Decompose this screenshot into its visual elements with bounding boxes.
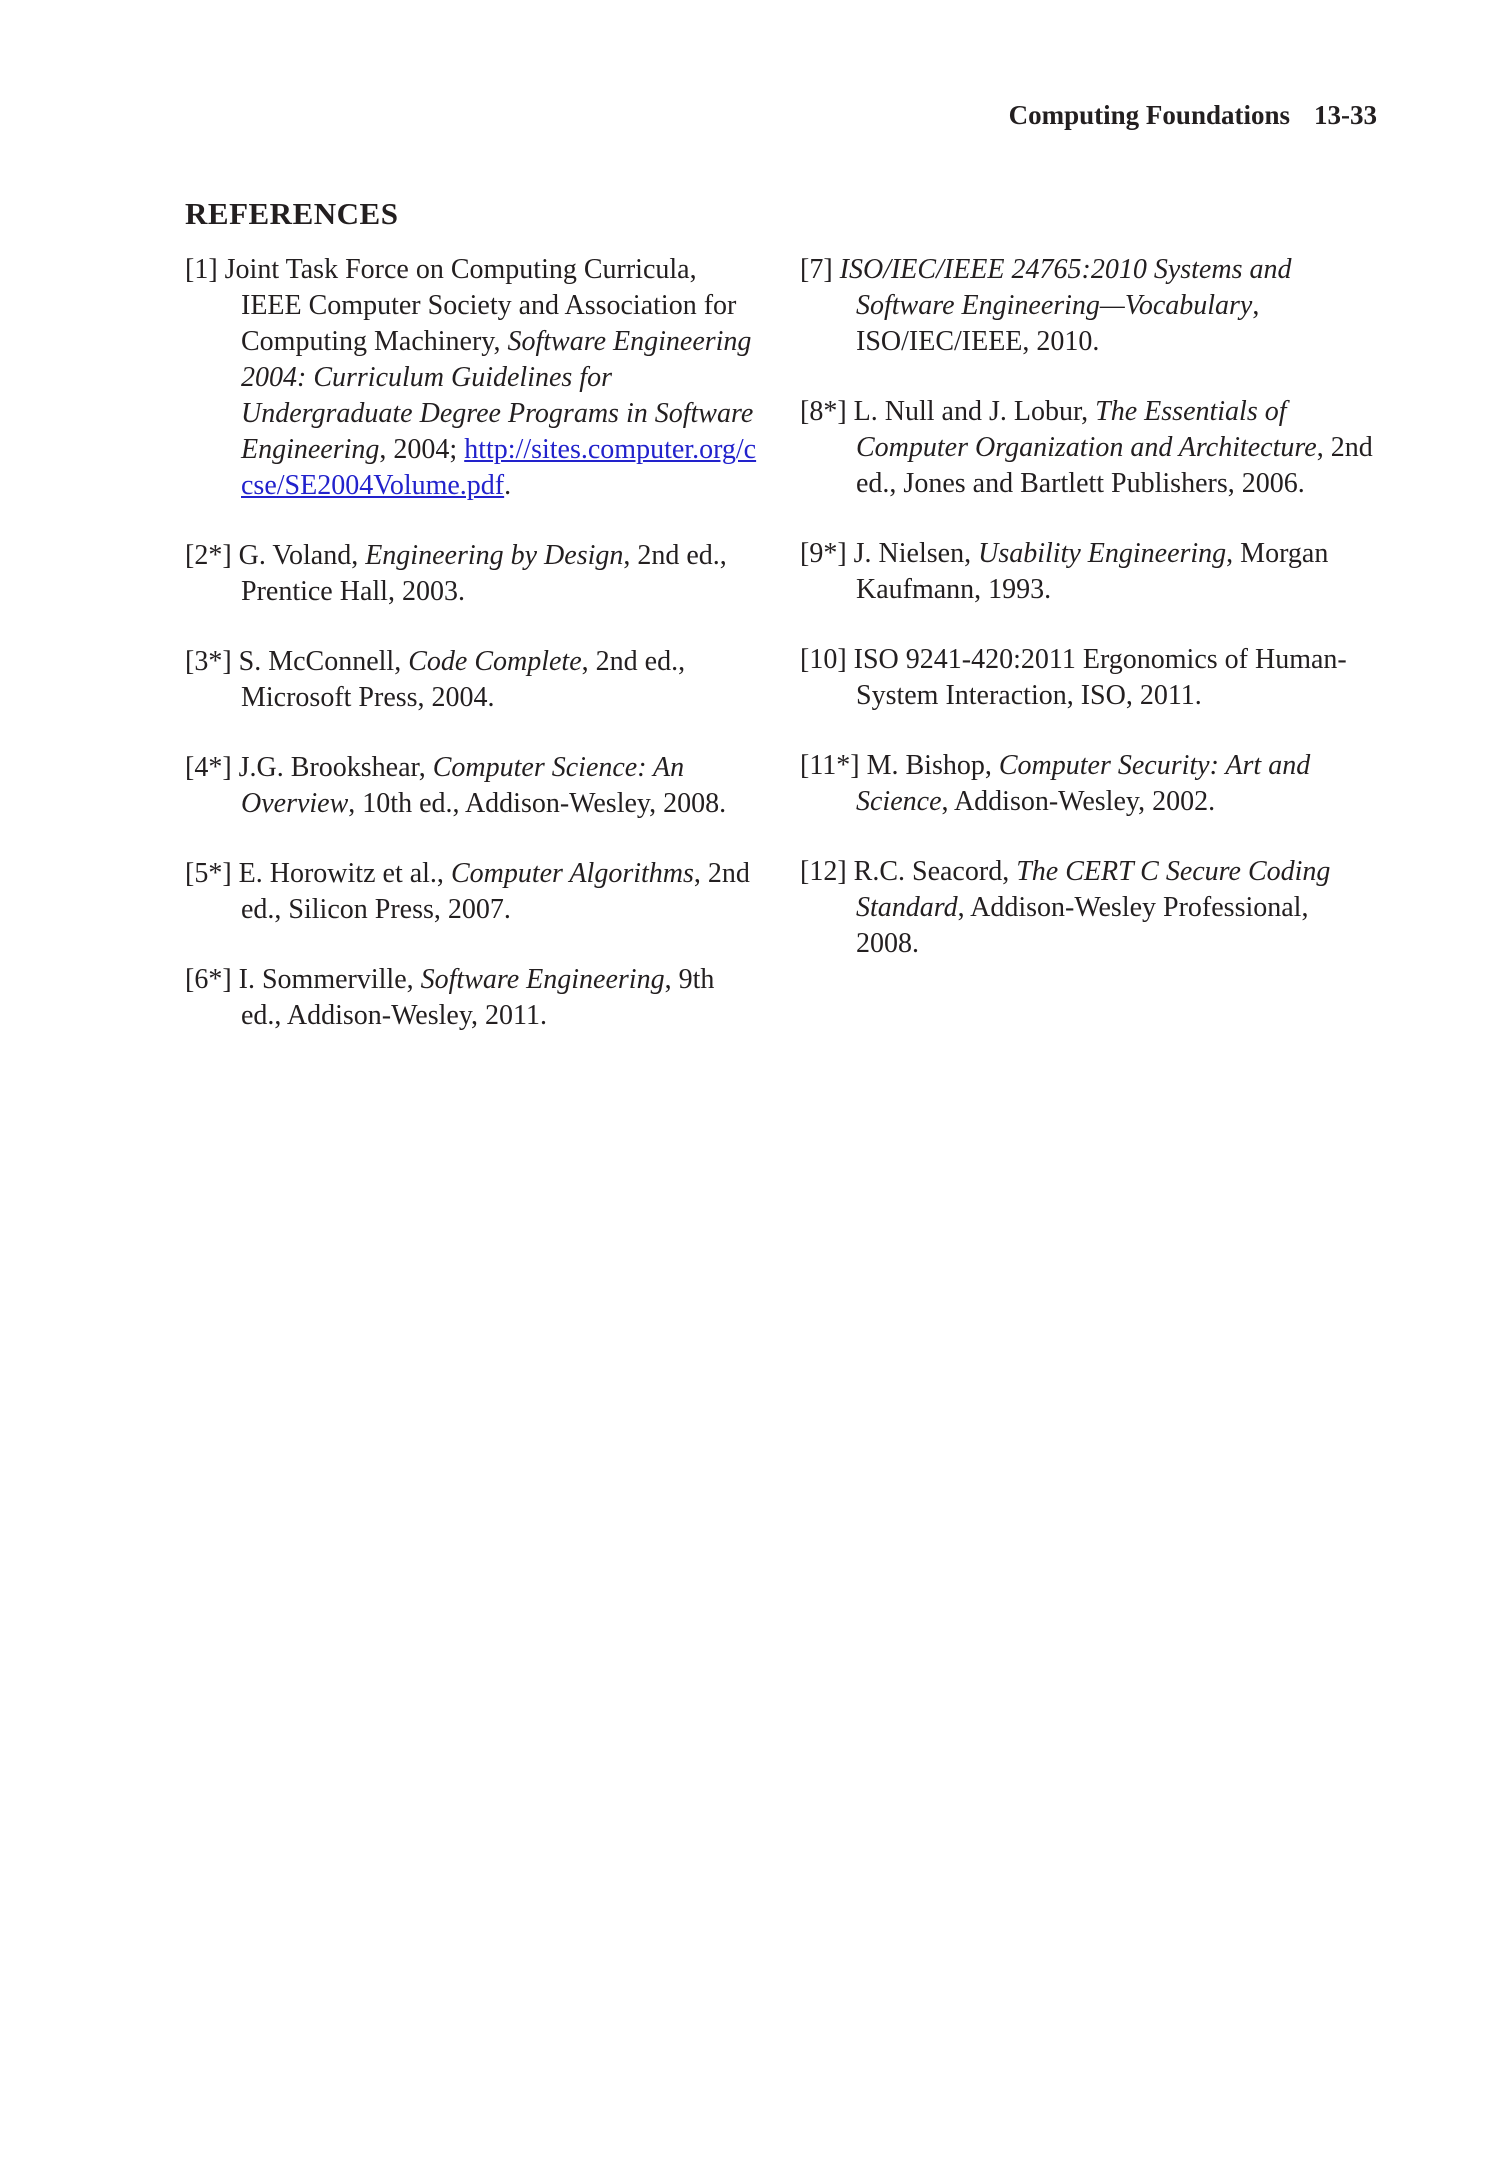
reference-text: Software Engineering [420,964,665,995]
reference-text: Joint Task Force on Computing Curricula, IEEE Computer Society and Association for Computing Machinery, [224,254,737,357]
page-number: 13-33 [1314,100,1377,130]
reference-text: , 2nd ed., Prentice Hall, 2003. [241,540,727,607]
reference-text: Usability Engineering [978,538,1227,569]
reference-label: [7] [800,254,840,285]
reference-text: , 2nd ed., Silicon Press, 2007. [241,858,750,925]
reference-text: Computer Science: An Overview [241,752,685,819]
reference-text: J. Nielsen, [853,538,979,569]
reference-text: , 10th ed., Addison-Wesley, 2008. [348,788,727,819]
reference-item [185,962,760,1034]
reference-label: [11*] [800,750,867,781]
reference-item [185,750,760,822]
reference-item [800,394,1375,502]
reference-label: [6*] [185,964,239,995]
reference-text: , 9th ed., Addison-Wesley, 2011. [241,964,715,1031]
reference-text: , 2nd ed., Microsoft Press, 2004. [241,646,686,713]
reference-label: [1] [185,254,225,285]
reference-item [185,538,760,610]
reference-text: E. Horowitz et al., [238,858,451,889]
running-header [1009,100,1377,131]
reference-label: [4*] [185,752,239,783]
reference-text: ISO 9241-420:2011 Ergonomics of Human-System Interaction, ISO, 2011. [853,644,1347,711]
running-title: Computing Foundations [1008,100,1290,130]
reference-text: . [504,470,512,501]
reference-item [185,856,760,928]
references-columns [185,252,1375,1068]
reference-text: , Addison-Wesley, 2002. [941,786,1216,817]
references-left-column [185,252,760,1068]
reference-item [800,748,1375,820]
reference-label: [2*] [185,540,239,571]
reference-text: , 2004; [379,434,465,465]
reference-label: [3*] [185,646,239,677]
reference-item [800,536,1375,608]
reference-text: I. Sommerville, [238,964,421,995]
reference-item [800,642,1375,714]
reference-text: J.G. Brookshear, [238,752,433,783]
reference-label: [12] [800,856,854,887]
reference-text: , Morgan Kaufmann, 1993. [856,538,1329,605]
reference-text: R.C. Seacord, [853,856,1017,887]
reference-text: The Essentials of Computer Organization and Architecture [856,396,1317,463]
reference-text: ISO/IEC/IEEE 24765:2010 Systems and Software Engineering—Vocabulary [839,254,1292,321]
reference-text: G. Voland, [238,540,366,571]
reference-text: , Addison-Wesley Professional, 2008. [856,892,1309,959]
reference-item [800,252,1375,360]
reference-text: S. McConnell, [238,646,409,677]
reference-label: [8*] [800,396,854,427]
reference-label: [10] [800,644,854,675]
reference-text: Engineering by Design [365,540,624,571]
reference-label: [5*] [185,858,239,889]
reference-label: [9*] [800,538,854,569]
reference-text: Computer Security: Art and Science [856,750,1311,817]
reference-text: , ISO/IEC/IEEE, 2010. [856,290,1260,357]
references-right-column [800,252,1375,1068]
reference-item [185,644,760,716]
reference-item [185,252,760,504]
reference-text: Computer Algorithms [450,858,694,889]
reference-item [800,854,1375,962]
reference-link[interactable]: http://sites.computer.org/ccse/SE2004Volume.pdf [241,434,757,501]
reference-text: L. Null and J. Lobur, [853,396,1096,427]
reference-text: M. Bishop, [866,750,999,781]
reference-text: , 2nd ed., Jones and Bartlett Publishers, 2006. [856,432,1373,499]
reference-text: Software Engineering 2004: Curriculum Guidelines for Undergraduate Degree Programs in Software Engineering [241,326,754,465]
reference-text: Code Complete [408,646,582,677]
reference-text: The CERT C Secure Coding Standard [856,856,1331,923]
section-title: REFERENCES [185,196,399,231]
